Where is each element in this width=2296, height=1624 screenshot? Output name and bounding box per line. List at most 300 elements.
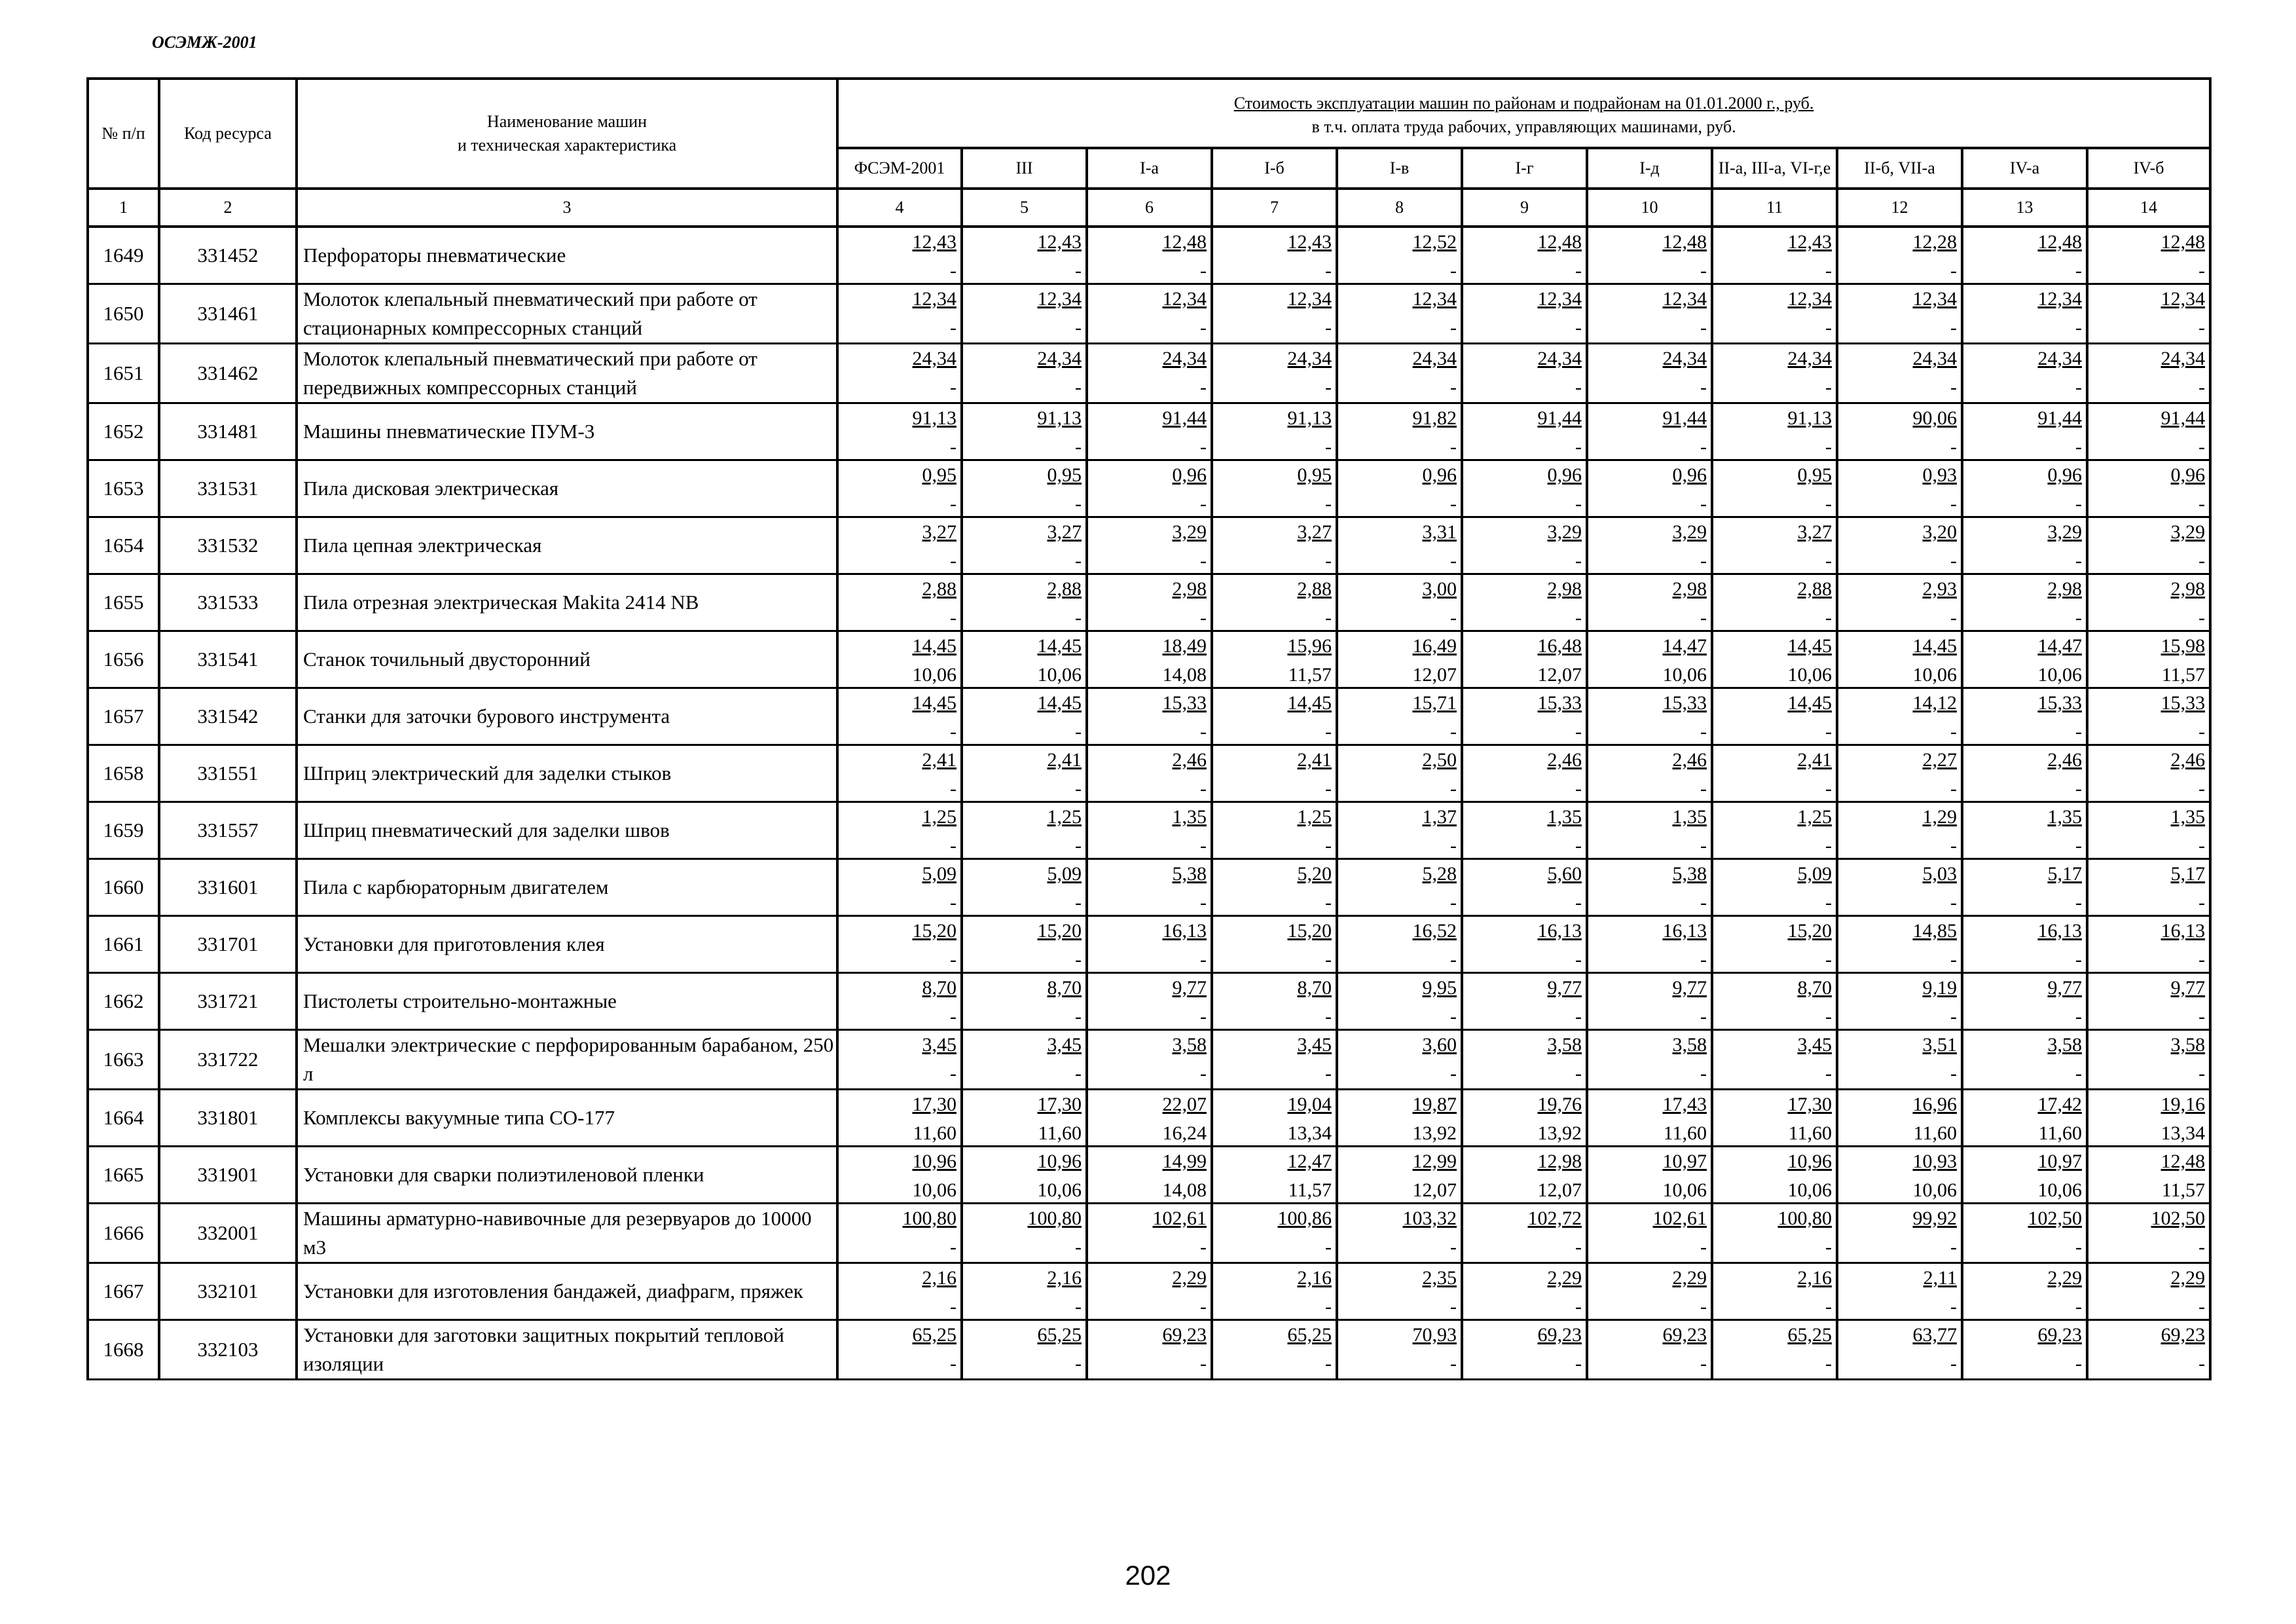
operating-cost: 9,77 bbox=[1547, 977, 1582, 999]
table-row bbox=[88, 403, 2210, 460]
labor-cost: - bbox=[1200, 377, 1207, 398]
operating-cost: 0,96 bbox=[1172, 464, 1207, 486]
cost-cell bbox=[837, 344, 962, 403]
labor-cost: - bbox=[1950, 1236, 1957, 1258]
operating-cost: 12,48 bbox=[1162, 231, 1207, 253]
column-number: 8 bbox=[1337, 189, 1462, 227]
resource-code: 331801 bbox=[159, 1090, 297, 1147]
labor-cost: - bbox=[1950, 778, 1957, 800]
table-row bbox=[88, 1030, 2210, 1090]
operating-cost: 12,48 bbox=[2037, 231, 2082, 253]
column-number: 14 bbox=[2087, 189, 2210, 227]
operating-cost: 12,43 bbox=[1037, 231, 1082, 253]
labor-cost: - bbox=[1200, 892, 1207, 913]
labor-cost: 13,92 bbox=[1537, 1122, 1582, 1144]
operating-cost: 24,34 bbox=[1662, 348, 1707, 369]
labor-cost: - bbox=[1450, 835, 1457, 857]
cost-cell bbox=[1212, 631, 1337, 688]
operating-cost: 5,17 bbox=[2170, 863, 2206, 885]
cost-cell bbox=[1212, 1204, 1337, 1263]
operating-cost: 15,33 bbox=[1162, 692, 1207, 714]
cost-cell bbox=[2087, 859, 2210, 916]
cost-cell bbox=[1337, 1320, 1462, 1380]
cost-cell bbox=[1837, 859, 1962, 916]
table-row bbox=[88, 227, 2210, 284]
labor-cost: - bbox=[2198, 607, 2206, 629]
cost-cell bbox=[1962, 460, 2087, 517]
row-number: 1656 bbox=[88, 631, 159, 688]
labor-cost: - bbox=[1075, 436, 1082, 458]
operating-cost: 0,96 bbox=[1547, 464, 1582, 486]
labor-cost: - bbox=[2198, 550, 2206, 572]
cost-cell bbox=[1212, 517, 1337, 574]
cost-cell bbox=[1337, 859, 1462, 916]
cost-cell bbox=[1837, 1030, 1962, 1090]
labor-cost: - bbox=[1575, 493, 1582, 515]
cost-cell bbox=[1587, 517, 1712, 574]
cost-cell bbox=[1462, 403, 1587, 460]
labor-cost: - bbox=[1700, 949, 1707, 970]
page-number: 202 bbox=[1125, 1560, 1171, 1591]
cost-cell bbox=[962, 973, 1087, 1030]
header-region: IV-б bbox=[2087, 148, 2210, 189]
table-row bbox=[88, 916, 2210, 973]
machine-name: Молоток клепальный пневматический при работе от передвижных компрессорных станций bbox=[297, 344, 837, 403]
labor-cost: - bbox=[1450, 778, 1457, 800]
cost-cell bbox=[1837, 1263, 1962, 1320]
operating-cost: 103,32 bbox=[1402, 1208, 1457, 1229]
cost-cell bbox=[1337, 403, 1462, 460]
operating-cost: 12,34 bbox=[1662, 288, 1707, 310]
labor-cost: 10,06 bbox=[1912, 1179, 1957, 1201]
header-region: I-а bbox=[1087, 148, 1212, 189]
cost-cell bbox=[1462, 344, 1587, 403]
cost-cell bbox=[1837, 631, 1962, 688]
operating-cost: 2,29 bbox=[1672, 1267, 1707, 1289]
labor-cost: 10,06 bbox=[1662, 664, 1707, 686]
operating-cost: 100,86 bbox=[1277, 1208, 1332, 1229]
cost-cell bbox=[1837, 284, 1962, 344]
cost-cell bbox=[1712, 973, 1837, 1030]
operating-cost: 102,50 bbox=[2151, 1208, 2206, 1229]
labor-cost: - bbox=[950, 721, 957, 743]
cost-cell bbox=[1337, 1030, 1462, 1090]
cost-cell bbox=[2087, 973, 2210, 1030]
cost-cell bbox=[1962, 1030, 2087, 1090]
labor-cost: 11,57 bbox=[1288, 1179, 1332, 1201]
cost-cell bbox=[2087, 802, 2210, 859]
column-number: 5 bbox=[962, 189, 1087, 227]
operating-cost: 2,46 bbox=[1172, 749, 1207, 771]
machine-name: Установки для сварки полиэтиленовой пленки bbox=[297, 1147, 837, 1204]
cost-cell bbox=[2087, 1090, 2210, 1147]
operating-cost: 3,31 bbox=[1422, 521, 1457, 543]
cost-cell bbox=[2087, 403, 2210, 460]
operating-cost: 12,34 bbox=[2037, 288, 2082, 310]
cost-cell bbox=[1712, 631, 1837, 688]
operating-cost: 24,34 bbox=[2160, 348, 2206, 369]
cost-cell bbox=[1837, 574, 1962, 631]
operating-cost: 0,95 bbox=[922, 464, 957, 486]
labor-cost: - bbox=[1075, 1236, 1082, 1258]
row-number: 1651 bbox=[88, 344, 159, 403]
labor-cost: - bbox=[1575, 436, 1582, 458]
labor-cost: - bbox=[2198, 317, 2206, 339]
operating-cost: 3,29 bbox=[1672, 521, 1707, 543]
cost-cell bbox=[1962, 1320, 2087, 1380]
labor-cost: - bbox=[2198, 436, 2206, 458]
row-number: 1664 bbox=[88, 1090, 159, 1147]
cost-cell bbox=[1212, 1030, 1337, 1090]
operating-cost: 102,72 bbox=[1527, 1208, 1582, 1229]
operating-cost: 2,29 bbox=[2047, 1267, 2082, 1289]
cost-cell bbox=[962, 916, 1087, 973]
labor-cost: - bbox=[1200, 721, 1207, 743]
operating-cost: 16,13 bbox=[1162, 920, 1207, 942]
labor-cost: - bbox=[1450, 436, 1457, 458]
cost-cell bbox=[1962, 227, 2087, 284]
machine-name: Машины пневматические ПУМ-3 bbox=[297, 403, 837, 460]
labor-cost: - bbox=[2198, 1236, 2206, 1258]
labor-cost: - bbox=[1325, 892, 1332, 913]
machine-name: Пила цепная электрическая bbox=[297, 517, 837, 574]
operating-cost: 10,97 bbox=[2037, 1151, 2082, 1172]
labor-cost: 11,60 bbox=[1913, 1122, 1957, 1144]
labor-cost: - bbox=[1950, 1063, 1957, 1084]
operating-cost: 2,16 bbox=[1047, 1267, 1082, 1289]
table-row bbox=[88, 344, 2210, 403]
operating-cost: 14,45 bbox=[912, 692, 957, 714]
operating-cost: 5,09 bbox=[1797, 863, 1832, 885]
table-row bbox=[88, 802, 2210, 859]
labor-cost: - bbox=[1575, 949, 1582, 970]
labor-cost: - bbox=[1700, 835, 1707, 857]
operating-cost: 0,96 bbox=[1422, 464, 1457, 486]
cost-cell bbox=[1712, 859, 1837, 916]
table-row bbox=[88, 973, 2210, 1030]
header-row-number: № п/п bbox=[88, 79, 159, 189]
cost-cell bbox=[1212, 403, 1337, 460]
cost-cell bbox=[1462, 1030, 1587, 1090]
labor-cost: - bbox=[1575, 1296, 1582, 1318]
operating-cost: 2,16 bbox=[922, 1267, 957, 1289]
resource-code: 331721 bbox=[159, 973, 297, 1030]
resource-code: 331452 bbox=[159, 227, 297, 284]
labor-cost: 14,08 bbox=[1162, 1179, 1207, 1201]
operating-cost: 3,58 bbox=[1172, 1034, 1207, 1056]
operating-cost: 12,34 bbox=[1037, 288, 1082, 310]
cost-cell bbox=[1212, 344, 1337, 403]
cost-cell bbox=[2087, 344, 2210, 403]
cost-cell bbox=[2087, 1030, 2210, 1090]
operating-cost: 63,77 bbox=[1912, 1324, 1957, 1346]
labor-cost: 11,57 bbox=[2161, 664, 2206, 686]
operating-cost: 5,38 bbox=[1672, 863, 1707, 885]
operating-cost: 12,48 bbox=[1537, 231, 1582, 253]
resource-code: 332001 bbox=[159, 1204, 297, 1263]
operating-cost: 9,77 bbox=[1172, 977, 1207, 999]
operating-cost: 102,61 bbox=[1152, 1208, 1207, 1229]
row-number: 1652 bbox=[88, 403, 159, 460]
operating-cost: 24,34 bbox=[2037, 348, 2082, 369]
machine-name: Комплексы вакуумные типа СО-177 bbox=[297, 1090, 837, 1147]
cost-cell bbox=[1087, 227, 1212, 284]
header-labor-subtitle: в т.ч. оплата труда рабочих, управляющих машинами, руб. bbox=[1311, 117, 1736, 136]
cost-cell bbox=[1587, 344, 1712, 403]
cost-cell bbox=[1337, 1090, 1462, 1147]
table-row bbox=[88, 1320, 2210, 1380]
machine-name: Шприц пневматический для заделки швов bbox=[297, 802, 837, 859]
cost-cell bbox=[1837, 916, 1962, 973]
machine-name: Установки для приготовления клея bbox=[297, 916, 837, 973]
operating-cost: 2,41 bbox=[922, 749, 957, 771]
labor-cost: - bbox=[950, 949, 957, 970]
operating-cost: 17,43 bbox=[1662, 1094, 1707, 1115]
cost-cell bbox=[962, 802, 1087, 859]
operating-cost: 14,47 bbox=[1662, 635, 1707, 657]
labor-cost: - bbox=[1825, 317, 1832, 339]
row-number: 1655 bbox=[88, 574, 159, 631]
cost-cell bbox=[1087, 631, 1212, 688]
operating-cost: 69,23 bbox=[2160, 1324, 2206, 1346]
cost-cell bbox=[2087, 460, 2210, 517]
operating-cost: 19,87 bbox=[1412, 1094, 1457, 1115]
labor-cost: - bbox=[1700, 377, 1707, 398]
labor-cost: - bbox=[1075, 377, 1082, 398]
labor-cost: - bbox=[1950, 607, 1957, 629]
operating-cost: 2,88 bbox=[1047, 578, 1082, 600]
labor-cost: - bbox=[1450, 493, 1457, 515]
labor-cost: 13,34 bbox=[1287, 1122, 1332, 1144]
operating-cost: 14,45 bbox=[1912, 635, 1957, 657]
cost-cell bbox=[1337, 802, 1462, 859]
operating-cost: 0,95 bbox=[1047, 464, 1082, 486]
machine-name: Установки для заготовки защитных покрытий тепловой изоляции bbox=[297, 1320, 837, 1380]
labor-cost: - bbox=[2075, 493, 2082, 515]
labor-cost: - bbox=[2075, 949, 2082, 970]
cost-cell bbox=[1087, 574, 1212, 631]
row-number: 1658 bbox=[88, 745, 159, 802]
operating-cost: 12,34 bbox=[912, 288, 957, 310]
operating-cost: 91,13 bbox=[1287, 407, 1332, 429]
cost-cell bbox=[1837, 344, 1962, 403]
table-row bbox=[88, 859, 2210, 916]
labor-cost: - bbox=[2075, 835, 2082, 857]
resource-code: 331722 bbox=[159, 1030, 297, 1090]
cost-cell bbox=[1712, 916, 1837, 973]
operating-cost: 24,34 bbox=[1037, 348, 1082, 369]
operating-cost: 91,44 bbox=[1662, 407, 1707, 429]
column-number: 10 bbox=[1587, 189, 1712, 227]
operating-cost: 5,09 bbox=[922, 863, 957, 885]
labor-cost: - bbox=[1825, 892, 1832, 913]
labor-cost: - bbox=[1950, 835, 1957, 857]
labor-cost: - bbox=[1450, 949, 1457, 970]
labor-cost: 10,06 bbox=[1787, 1179, 1832, 1201]
cost-cell bbox=[1587, 916, 1712, 973]
operating-cost: 1,35 bbox=[2170, 806, 2206, 828]
operating-cost: 3,20 bbox=[1922, 521, 1957, 543]
cost-cell bbox=[837, 227, 962, 284]
operating-cost: 16,52 bbox=[1412, 920, 1457, 942]
cost-cell bbox=[1587, 1147, 1712, 1204]
labor-cost: - bbox=[950, 1236, 957, 1258]
cost-cell bbox=[837, 517, 962, 574]
operating-cost: 1,25 bbox=[922, 806, 957, 828]
cost-cell bbox=[837, 1320, 962, 1380]
header-resource-code: Код ресурса bbox=[159, 79, 297, 189]
table-row bbox=[88, 688, 2210, 745]
row-number: 1668 bbox=[88, 1320, 159, 1380]
cost-cell bbox=[1212, 745, 1337, 802]
labor-cost: - bbox=[1825, 835, 1832, 857]
operating-cost: 91,44 bbox=[2160, 407, 2206, 429]
operating-cost: 19,16 bbox=[2160, 1094, 2206, 1115]
cost-cell bbox=[1212, 1090, 1337, 1147]
cost-cell bbox=[1962, 916, 2087, 973]
labor-cost: - bbox=[1450, 1296, 1457, 1318]
cost-cell bbox=[1712, 1090, 1837, 1147]
cost-cell bbox=[1587, 1263, 1712, 1320]
cost-cell bbox=[1712, 517, 1837, 574]
labor-cost: - bbox=[1450, 1236, 1457, 1258]
labor-cost: - bbox=[950, 1353, 957, 1375]
column-number: 9 bbox=[1462, 189, 1587, 227]
cost-cell bbox=[1962, 517, 2087, 574]
operating-cost: 3,29 bbox=[1172, 521, 1207, 543]
labor-cost: 12,07 bbox=[1412, 664, 1457, 686]
header-region: II-б, VII-а bbox=[1837, 148, 1962, 189]
cost-cell bbox=[1337, 1263, 1462, 1320]
operating-cost: 9,77 bbox=[2047, 977, 2082, 999]
resource-code: 332103 bbox=[159, 1320, 297, 1380]
labor-cost: - bbox=[1200, 436, 1207, 458]
cost-cell bbox=[1587, 1320, 1712, 1380]
cost-cell bbox=[962, 574, 1087, 631]
labor-cost: - bbox=[1325, 377, 1332, 398]
operating-cost: 14,45 bbox=[1037, 635, 1082, 657]
operating-cost: 12,43 bbox=[1787, 231, 1832, 253]
cost-cell bbox=[1962, 574, 2087, 631]
operating-cost: 69,23 bbox=[1537, 1324, 1582, 1346]
cost-cell bbox=[962, 1320, 1087, 1380]
cost-cell bbox=[962, 859, 1087, 916]
cost-cell bbox=[1337, 460, 1462, 517]
labor-cost: - bbox=[1575, 1063, 1582, 1084]
cost-cell bbox=[1587, 688, 1712, 745]
table-row bbox=[88, 1147, 2210, 1204]
cost-cell bbox=[1087, 460, 1212, 517]
operating-cost: 69,23 bbox=[1662, 1324, 1707, 1346]
cost-cell bbox=[1962, 802, 2087, 859]
labor-cost: - bbox=[2075, 260, 2082, 282]
table-row bbox=[88, 745, 2210, 802]
operating-cost: 3,27 bbox=[1047, 521, 1082, 543]
operating-cost: 15,20 bbox=[1787, 920, 1832, 942]
operating-cost: 5,17 bbox=[2047, 863, 2082, 885]
labor-cost: - bbox=[1450, 607, 1457, 629]
header-region: ФСЭМ-2001 bbox=[837, 148, 962, 189]
labor-cost: - bbox=[1950, 892, 1957, 913]
cost-cell bbox=[1462, 1147, 1587, 1204]
labor-cost: - bbox=[1325, 835, 1332, 857]
cost-cell bbox=[1837, 802, 1962, 859]
cost-cell bbox=[1962, 631, 2087, 688]
row-number: 1654 bbox=[88, 517, 159, 574]
resource-code: 331541 bbox=[159, 631, 297, 688]
labor-cost: - bbox=[1825, 493, 1832, 515]
cost-cell bbox=[1587, 227, 1712, 284]
table-row bbox=[88, 1263, 2210, 1320]
labor-cost: 12,07 bbox=[1537, 664, 1582, 686]
cost-cell bbox=[1837, 1147, 1962, 1204]
cost-cell bbox=[837, 1030, 962, 1090]
cost-cell bbox=[1337, 916, 1462, 973]
operating-cost: 12,34 bbox=[1912, 288, 1957, 310]
operating-cost: 1,35 bbox=[1672, 806, 1707, 828]
resource-code: 331462 bbox=[159, 344, 297, 403]
cost-cell bbox=[1962, 859, 2087, 916]
cost-cell bbox=[1587, 802, 1712, 859]
row-number: 1666 bbox=[88, 1204, 159, 1263]
resource-code: 331532 bbox=[159, 517, 297, 574]
operating-cost: 10,96 bbox=[912, 1151, 957, 1172]
resource-code: 331531 bbox=[159, 460, 297, 517]
operating-cost: 14,45 bbox=[1787, 692, 1832, 714]
operating-cost: 3,00 bbox=[1422, 578, 1457, 600]
labor-cost: - bbox=[1200, 1296, 1207, 1318]
machine-name: Станок точильный двусторонний bbox=[297, 631, 837, 688]
labor-cost: - bbox=[1575, 778, 1582, 800]
labor-cost: - bbox=[2075, 550, 2082, 572]
cost-cell bbox=[1837, 403, 1962, 460]
cost-cell bbox=[1462, 859, 1587, 916]
labor-cost: - bbox=[2198, 721, 2206, 743]
labor-cost: - bbox=[1700, 317, 1707, 339]
labor-cost: - bbox=[1325, 778, 1332, 800]
operating-cost: 2,98 bbox=[1672, 578, 1707, 600]
cost-cell bbox=[1837, 688, 1962, 745]
operating-cost: 12,34 bbox=[1787, 288, 1832, 310]
cost-cell bbox=[1962, 1147, 2087, 1204]
operating-cost: 3,58 bbox=[1672, 1034, 1707, 1056]
operating-cost: 91,82 bbox=[1412, 407, 1457, 429]
column-number: 11 bbox=[1712, 189, 1837, 227]
labor-cost: - bbox=[2198, 778, 2206, 800]
resource-code: 331533 bbox=[159, 574, 297, 631]
operating-cost: 0,95 bbox=[1797, 464, 1832, 486]
operating-cost: 1,35 bbox=[1172, 806, 1207, 828]
machine-name: Шприц электрический для заделки стыков bbox=[297, 745, 837, 802]
cost-cell bbox=[837, 1204, 962, 1263]
operating-cost: 5,38 bbox=[1172, 863, 1207, 885]
labor-cost: - bbox=[1575, 260, 1582, 282]
cost-cell bbox=[1337, 631, 1462, 688]
labor-cost: - bbox=[1075, 892, 1082, 913]
operating-cost: 2,46 bbox=[1547, 749, 1582, 771]
operating-cost: 2,29 bbox=[1172, 1267, 1207, 1289]
cost-cell bbox=[1087, 1263, 1212, 1320]
machine-name: Пила отрезная электрическая Makita 2414 NB bbox=[297, 574, 837, 631]
cost-cell bbox=[1212, 1263, 1337, 1320]
labor-cost: - bbox=[2198, 1353, 2206, 1375]
operating-cost: 15,20 bbox=[1287, 920, 1332, 942]
machine-name: Пила с карбюраторным двигателем bbox=[297, 859, 837, 916]
column-number: 12 bbox=[1837, 189, 1962, 227]
cost-cell bbox=[1087, 1030, 1212, 1090]
labor-cost: - bbox=[1200, 778, 1207, 800]
operating-cost: 17,42 bbox=[2037, 1094, 2082, 1115]
